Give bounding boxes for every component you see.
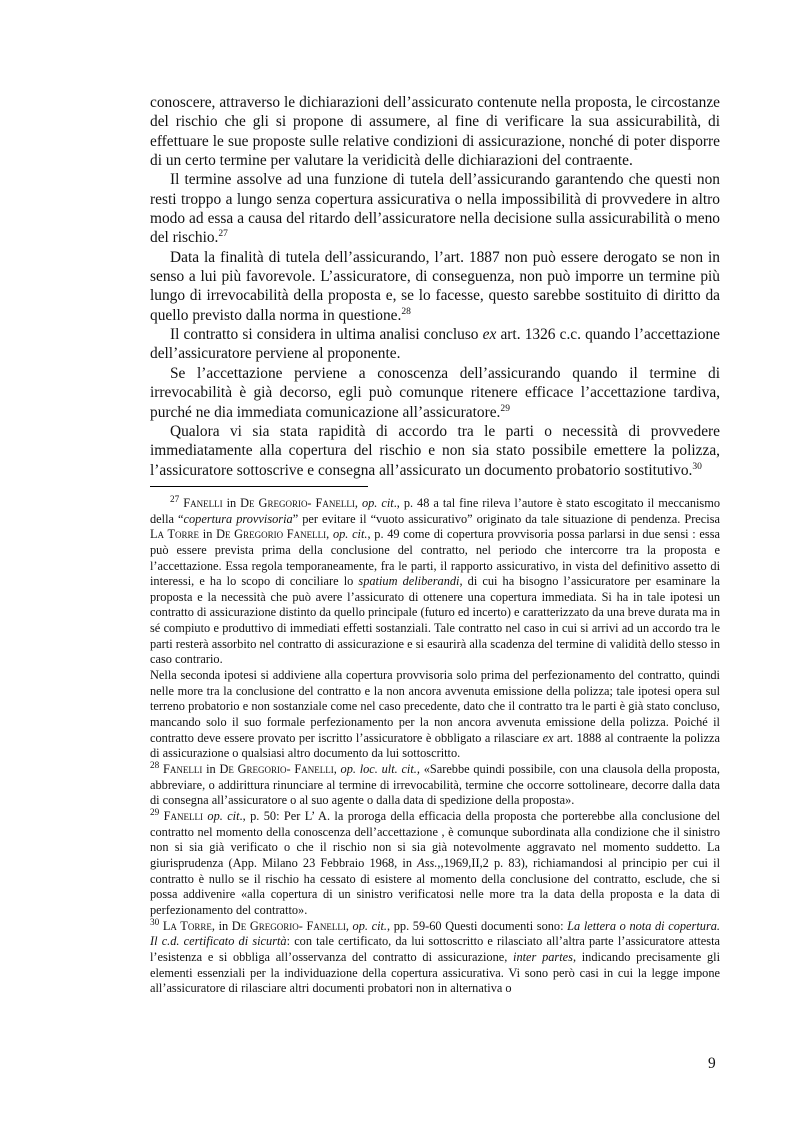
- body-paragraph: Qualora vi sia stata rapidità di accordo tra le parti o necessità di provvedere immediatamente alla copertura del rischio e non sia stato possibile emettere la polizza, l’assicuratore sottoscrive e consegna all’assicurato un documento probatorio sostitutivo.$^{30}$: [150, 422, 720, 479]
- footnote-marker: 29: [500, 402, 510, 414]
- footnote: Nella seconda ipotesi si addiviene alla copertura provvisoria solo prima del perfezionamento del contratto, quindi nelle more tra la conclusione del contratto e la non ancora avvenuta emissione della polizza; tale ipotesi opera sul terreno probatorio e non sostanziale come nel caso precedente, dato che il contratto tra le parti è già stato concluso, mancando solo il suo formale perfezionamento per la non ancora avvenuta emissione della polizza. Poiché il contratto deve essere provato per iscritto l’assicuratore è obbligato a rilasciare ex art. 1888 al contraente la polizza di assicurazione o qualsiasi altro documento da lui sottoscritto.: [150, 668, 720, 761]
- footnote: $^{27}$ Fanelli in De Gregorio- Fanelli, op. cit., p. 48 a tal fine rileva l’autore è stato escogitato il meccanismo della “copertura provvisoria” per evitare il “vuoto assicurativo” originato da tale situazione di pendenza. Precisa La Torre in De Gregorio Fanelli, op. cit., p. 49 come di copertura provvisoria possa parlarsi in due sensi : essa può essere prevista prima della conclusione del contratto, nel periodo che intercorre tra la proposta e l’accettazione. Essa regola temporaneamente, fra le parti, il rapporto assicurativo, in vista del definitivo assetto di interessi, e ha lo scopo di conciliare lo spatium deliberandi, di cui ha bisogno l’assicuratore per esaminare la proposta e la necessità che può avere l’assicurato di ottenere una copertura immediata. Si ha in tale ipotesi un contratto di assicurazione distinto da quello principale (futuro ed incerto) e caratterizzato da una breve durata ma in sé compiuto e produttivo di immediati effetti sostanziali. Tale contratto nel caso in cui si arrivi ad un accordo tra le parti resterà assorbito nel contratto di assicurazione e si esaurirà alla scadenza del termine di validità dello stesso in caso contrario.: [150, 494, 720, 667]
- author-name: La Torre: [150, 527, 200, 542]
- footnote-marker: 28: [150, 760, 160, 771]
- footnote-marker: 27: [170, 494, 180, 505]
- italic-text: op. cit: [361, 495, 394, 510]
- footnote-marker: 30: [692, 460, 702, 472]
- page-number: 9: [708, 1055, 716, 1072]
- document-page: [150, 93, 720, 997]
- author-name: Fanelli: [163, 762, 203, 777]
- body-paragraph: conoscere, attraverso le dichiarazioni dell’assicurato contenute nella proposta, le circostanze del rischio che gli si propone di assumere, al fine di verificare la sua assicurabilità, di effettuare le sue proposte sulle relative condizioni di assicurazione, nonché di poter disporre di un certo termine per valutare la veridicità delle dichiarazioni del contraente.: [150, 94, 720, 170]
- italic-text: Ass.: [417, 855, 438, 870]
- italic-text: op. cit: [207, 809, 240, 823]
- author-name: Fanelli: [163, 809, 203, 823]
- footnote-marker: 27: [218, 228, 228, 240]
- author-name: De Gregorio Fanelli: [216, 527, 327, 542]
- author-name: De Gregorio- Fanelli: [240, 495, 355, 510]
- italic-text: op. loc. ult. cit.,: [340, 762, 420, 777]
- body-paragraph: Il contratto si considera in ultima analisi concluso ex art. 1326 c.c. quando l’accettazione dell’assicuratore perviene al proponente.: [150, 326, 720, 363]
- main-text: [150, 93, 720, 480]
- footnote-marker: 28: [401, 305, 411, 317]
- author-name: De Gregorio- Fanelli: [219, 762, 334, 777]
- author-name: De Gregorio- Fanelli: [231, 918, 346, 933]
- footnote: $^{29}$ Fanelli op. cit., p. 50: Per L’ A. la proroga della efficacia della proposta che porterebbe alla conclusione del contratto nel momento della conoscenza dell’accettazione , è comunque subordinata alla condizione che il sinistro non si sia già verificato o che il rischio non si sia già notevolmente aggravato nel momento suddetto. La giurisprudenza (App. Milano 23 Febbraio 1968, in Ass.,,1969,II,2 p. 83), richiamandosi al principio per cui il contratto è nullo se il rischio ha cessato di esistere al momento della conclusione del contratto, esclude, che si possa addivenire «alla copertura di un sinistro verificatosi nelle more tra la data della proposta e la data di perfezionamento del contratto».: [150, 807, 721, 917]
- body-paragraph: Il termine assolve ad una funzione di tutela dell’assicurando garantendo che questi non resti troppo a lungo senza copertura assicurativa o nella impossibilità di provvedere in altro modo ad essa a causa del ritardo dell’assicuratore nella decisione sulla assicurabilità o meno del rischio.$^{27}$: [150, 171, 720, 247]
- italic-text: ex: [542, 730, 554, 745]
- footnote-marker: 29: [150, 807, 160, 818]
- body-paragraph: Se l’accettazione perviene a conoscenza dell’assicurando quando il termine di irrevocabilità è già decorso, egli può comunque ritenere efficace l’accettazione tardiva, purché ne dia immediata comunicazione all’assicuratore.$^{29}$: [150, 364, 720, 421]
- author-name: La Torre: [162, 918, 212, 933]
- italic-text: La lettera o nota di copertura. Il c.d. certificato di sicurtà: [150, 918, 720, 949]
- author-name: Fanelli: [183, 495, 223, 510]
- body-paragraph: Data la finalità di tutela dell’assicurando, l’art. 1887 non può essere derogato se non in senso a lui più favorevole. L’assicuratore, di conseguenza, non può imporre un termine più lungo di irrevocabilità della proposta e, se lo facesse, questo sarebbe sostituito di diritto da quello previsto dalla norma in questione.$^{28}$: [150, 248, 720, 324]
- italic-text: op. cit.: [352, 918, 388, 933]
- italic-text: copertura provvisoria: [183, 511, 293, 526]
- italic-text: op. cit.: [332, 527, 368, 542]
- italic-text: inter partes: [513, 949, 573, 964]
- footnote-marker: 30: [150, 917, 160, 928]
- footnote: $^{28}$ Fanelli in De Gregorio- Fanelli, op. loc. ult. cit., «Sarebbe quindi possibile, con una clausola della proposta, abbreviare, o addirittura rinunciare al termine di irrevocabilità, termine che occorre sottolineare, decorre dalla data di consegna all’assicuratore o al suo agente o dalla data di spedizione della proposta».: [150, 760, 720, 808]
- italic-text: spatium deliberandi,: [358, 574, 463, 589]
- italic-text: ex: [482, 326, 497, 344]
- footnote-separator: [150, 486, 368, 487]
- footnote: $^{30}$ La Torre, in De Gregorio- Fanelli, op. cit., pp. 59-60 Questi documenti sono: La lettera o nota di copertura. Il c.d. certificato di sicurtà: con tale certificato, da lui sottoscritto e rilasciato all’altra parte l’assicuratore attesta l’esistenza e si obbliga all’osservanza del contratto di assicurazione, inter partes, indicando precisamente gli elementi essenziali per la individuazione della copertura assicurativa. Vi sono però casi in cui la legge impone all’assicuratore di rilasciare altri documenti probatori non in alternativa o: [150, 917, 721, 996]
- footnotes: [150, 496, 720, 997]
